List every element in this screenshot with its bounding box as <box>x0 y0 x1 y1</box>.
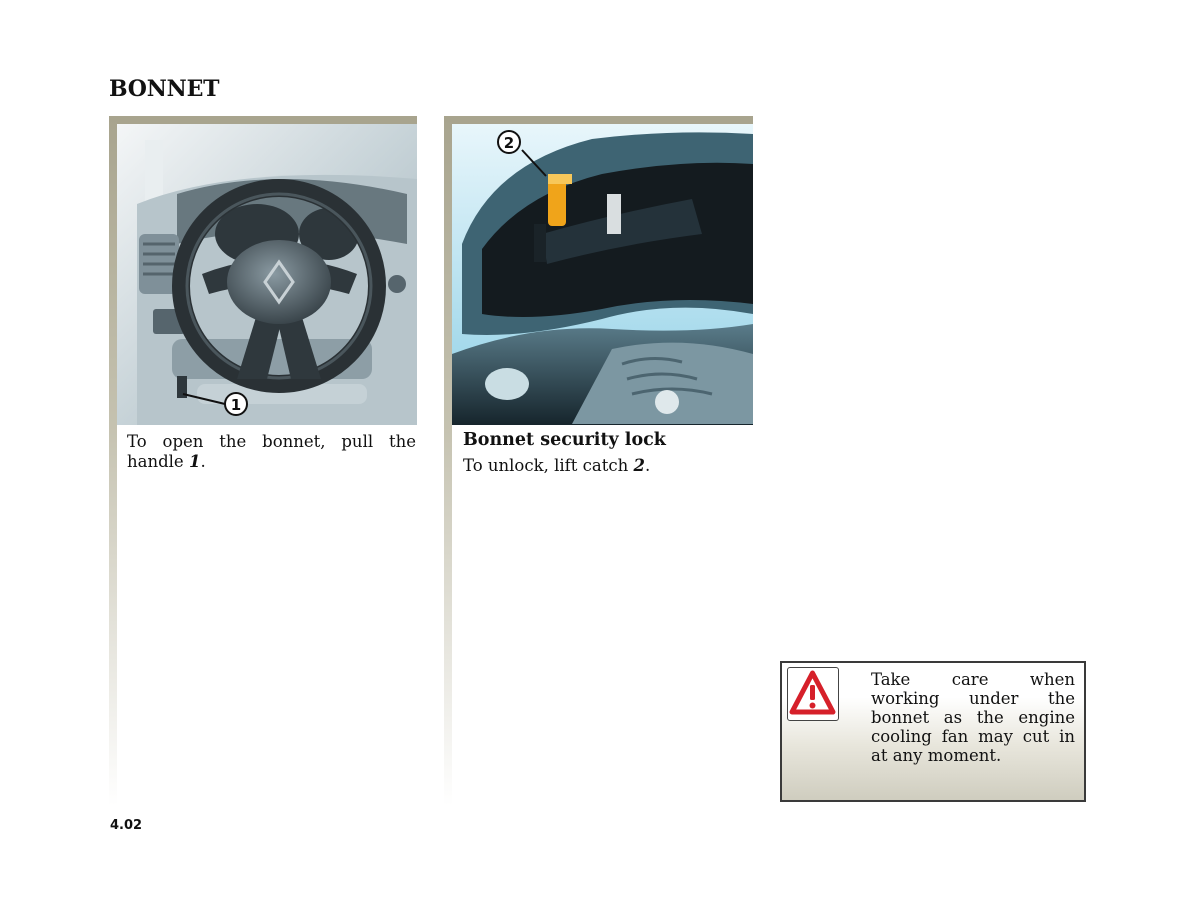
callout-1: 1 <box>230 396 242 414</box>
open-bonnet-instruction-end: . <box>200 452 206 471</box>
page-number: 4.02 <box>110 818 143 833</box>
handle-reference: 1 <box>188 452 201 471</box>
open-bonnet-instruction-text: To open the bonnet, pull the handle <box>127 432 416 471</box>
unlock-instruction <box>463 456 752 476</box>
warning-text: Take care when working under the bonnet as the engine cooling fan may cut in at any moment. <box>871 670 1075 765</box>
open-bonnet-instruction <box>127 432 416 472</box>
catch-reference: 2 <box>633 456 645 475</box>
right-column-side-rule <box>444 116 452 806</box>
left-column-side-rule <box>109 116 117 806</box>
unlock-instruction-text: To unlock, lift catch <box>463 456 634 475</box>
right-column-top-rule <box>444 116 753 124</box>
open-bonnet-illustration <box>452 124 753 425</box>
left-column-top-rule <box>109 116 417 124</box>
page-title: BONNET <box>109 76 220 102</box>
security-lock-heading: Bonnet security lock <box>463 430 666 450</box>
warning-box <box>780 661 1086 802</box>
unlock-instruction-end: . <box>644 456 651 475</box>
callout-2: 2 <box>503 134 515 152</box>
steering-wheel-illustration <box>117 124 417 425</box>
warning-triangle-icon <box>787 667 839 721</box>
